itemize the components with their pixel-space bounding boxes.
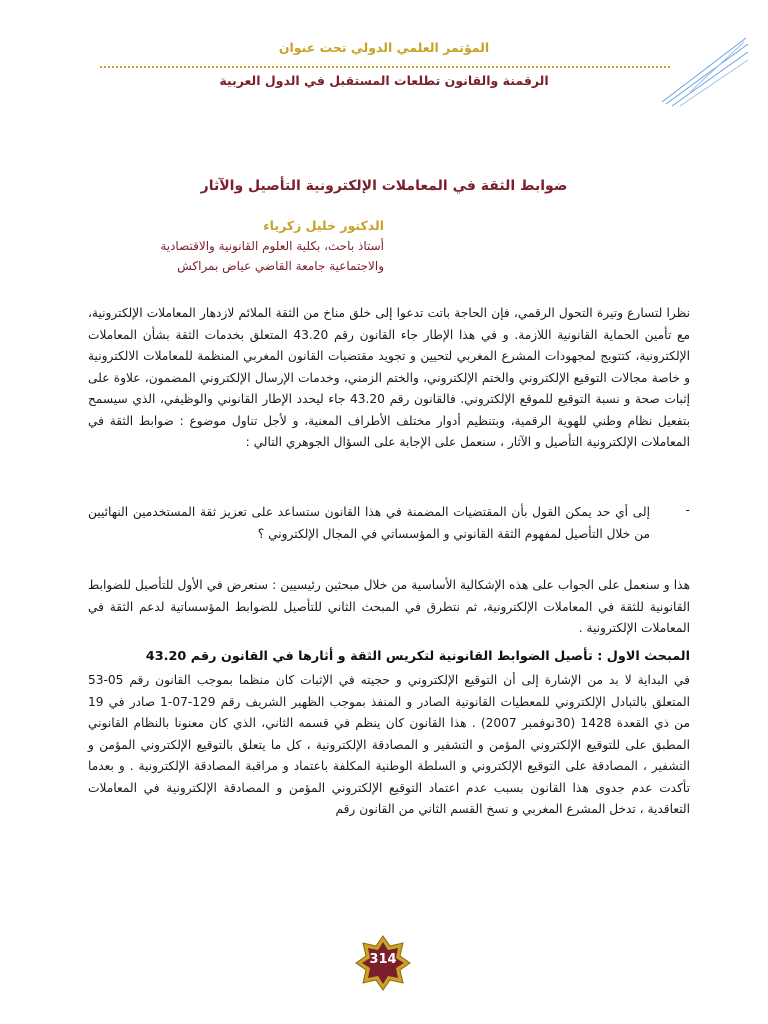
conference-theme: الرقمنة والقانون تطلعات المستقبل في الدول العربية: [219, 73, 549, 88]
dotted-divider: [100, 66, 670, 68]
corner-lines-icon: [660, 30, 750, 110]
section-1-heading: المبحث الاول : تأصيل الضوابط القانونية لتكريس الثقة و أثارها في القانون رقم 43.20: [145, 649, 690, 664]
paper-title: ضوابط الثقة في المعاملات الإلكترونية التأصيل والآثار: [200, 178, 568, 194]
author-affiliation-line1: أستاذ باحث، بكلية العلوم القانونية والاقتصادية: [160, 239, 384, 253]
conference-title: المؤتمر العلمي الدولي تحت عنوان: [278, 40, 490, 55]
section-1-body: في البداية لا بد من الإشارة إلى أن التوقيع الإلكتروني و حجيته في الإثبات كان منظما بموجب القانون رقم 05-53 المتعلق بالتبادل الإلكتروني للمعطيات القانونية الصادر و المنفذ بموجب الظهير الشريف رقم 129-07-1 صادر في 19 من ذي القعدة 1428 (30نوفمبر 2007) . هذا القانون كان ينظم في قسمه الثاني، الذي كان معنونا بالنظام القانوني المطبق على للتوقيع الإلكتروني المؤمن و التشفير و المصادقة الإلكترونية ، كل ما يتعلق بالتوقيع الإلكتروني المؤمن و التشفير ، المصادقة على التوقيع الإلكتروني و السلطة الوطنية المكلفة باعتماد و مراقبة المصادقة الإلكترونية . و بعدما تأكدت عدم جدوى هذا القانون بسبب عدم اعتماد التوقيع الإلكتروني المؤمن و المصادقة الإلكترونية في المعاملات التعاقدية ، تدخل المشرع المغربي و نسخ القسم الثاني من القانون رقم: [88, 673, 690, 816]
author-affiliation-line2: والاجتماعية جامعة القاضي عياض بمراكش: [177, 259, 384, 273]
plan-paragraph: هذا و سنعمل على الجواب على هذه الإشكالية الأساسية من خلال مبحثين رئيسيين : سنعرض في الأول للتأصيل للضوابط القانونية للثقة في المعاملات الإلكترونية، ثم نتطرق في المبحث الثاني للتأصيل للضوابط المؤسساتية لدعم الثقة في المعاملات الإلكترونية .: [88, 578, 690, 635]
author-name: الدكتور خليل زكرياء: [263, 218, 384, 233]
intro-paragraph: نظرا لتسارع وتيرة التحول الرقمي، فإن الحاجة باتت تدعوا إلى خلق مناخ من الثقة الملائم لازدهار المعاملات الإلكترونية، مع تأمين الحماية القانونية اللازمة. و في هذا الإطار جاء القانون رقم 43.20 المتعلق بخدمات الثقة بشأن المعاملات الإلكترونية، كتتويج لمجهودات المشرع المغربي لتحيين و تجويد مقتضيات القانون المغربي المنظمة للمعاملات الالكترونية و خاصة مجالات التوقيع الإلكتروني والختم الإلكتروني، والختم الزمني، وخدمات الإرسال الإلكتروني المضمون، علاوة على إثبات صحة و نسبة التوقيع للموقع الإلكتروني. فالقانون رقم 43.20 جاء ليحدد الإطار القانوني والوظيفي، الذي سيسمح بتفعيل نظام وطني للهوية الرقمية، وبتنظيم أدوار مختلف الأطراف المعنية، و لأجل تناول موضوع : ضوابط الثقة في المعاملات الإلكترونية التأصيل و الآثار ، سنعمل على الإجابة على السؤال الجوهري التالي :: [88, 306, 690, 449]
bullet-dash: -: [685, 502, 690, 517]
page-number: 314: [369, 952, 397, 967]
research-question: [88, 502, 690, 545]
research-question-text: إلى أي حد يمكن القول بأن المقتضيات المضمنة في هذا القانون ستساعد على تعزيز ثقة المستخدمين النهائيين من خلال التأصيل لمفهوم الثقة القانوني و المؤسساتي في المجال الإلكتروني ؟: [88, 505, 650, 541]
